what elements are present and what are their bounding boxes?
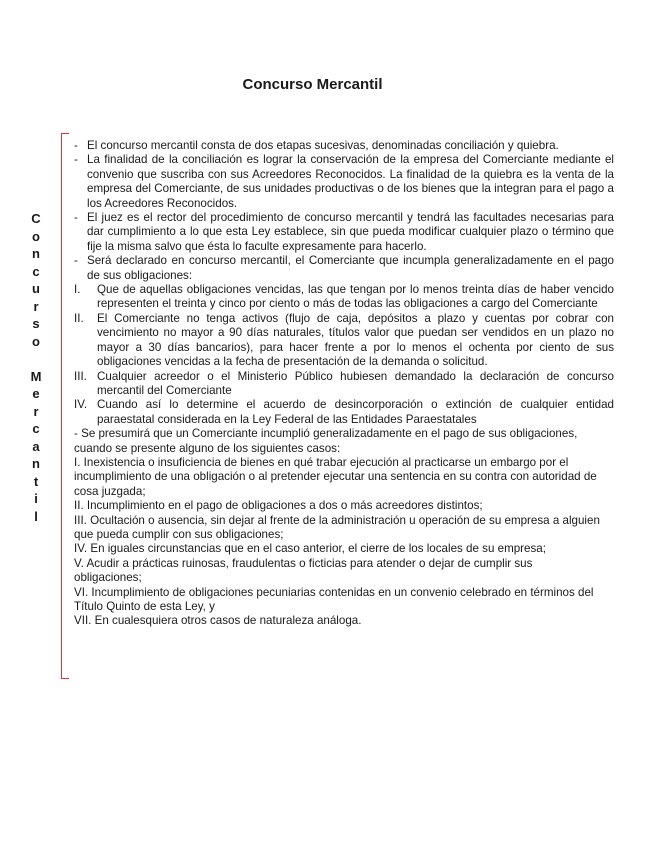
- side-letter: r: [33, 298, 39, 314]
- side-letter: i: [34, 491, 38, 506]
- bullet-text: El juez es el rector del procedimiento de concurso mercantil y tendrá las facultades necesarias para dar cumplimiento a lo que esta Ley establece, sin que pueda modificar cualquier plazo o término que fije la misma salvo que ésta lo faculte expresamente para hacerlo.: [87, 211, 614, 253]
- presumption-line: VI. Incumplimiento de obligaciones pecuniarias contenidas en un convenio celebrado en términos del: [74, 585, 594, 599]
- document-body: [74, 139, 614, 629]
- bullet-text: El concurso mercantil consta de dos etapas sucesivas, denominadas conciliación y quiebra.: [87, 139, 559, 152]
- presumption-line: III. Ocultación o ausencia, sin dejar al frente de la administración u operación de su empresa a alguien que pueda cumplir con sus obligaciones;: [74, 513, 600, 541]
- bullet-item: [74, 139, 614, 153]
- bullet-dash: -: [74, 153, 78, 167]
- presumption-line: IV. En iguales circunstancias que en el caso anterior, el cierre de los locales de su empresa;: [74, 542, 546, 556]
- side-letter: a: [32, 438, 40, 454]
- roman-item: [74, 312, 614, 370]
- presumption-line: V. Acudir a prácticas ruinosas, fraudulentas o ficticias para atender o dejar de cumplir sus obligaciones;: [74, 556, 533, 585]
- bullet-item: [74, 153, 614, 211]
- side-letter: u: [32, 281, 40, 296]
- bullet-dash: -: [74, 211, 78, 225]
- side-letter: C: [31, 211, 41, 226]
- side-letter: c: [32, 263, 40, 279]
- roman-text: Cuando así lo determine el acuerdo de desincorporación o extinción de cualquier entidad paraestatal considerada en la Ley Federal de las Entidades Paraestatales: [97, 398, 614, 426]
- side-letter: e: [32, 386, 40, 401]
- bullet-item: [74, 254, 614, 283]
- bracket-divider: [61, 133, 69, 679]
- side-letter: r: [33, 403, 39, 419]
- side-letter: t: [33, 473, 39, 489]
- roman-item: [74, 370, 614, 399]
- roman-numeral: II.: [74, 311, 84, 325]
- side-letter: n: [32, 246, 40, 261]
- roman-item: [74, 398, 614, 427]
- presumption-line: - Se presumirá que un Comerciante incumplió generalizadamente en el pago de sus obligaciones, cuando se presente alguno de los siguientes casos:: [74, 427, 578, 455]
- page-title: Concurso Mercantil: [242, 76, 383, 93]
- roman-numeral: III.: [74, 369, 87, 383]
- presumption-line: II. Incumplimiento en el pago de obligaciones a dos o más acreedores distintos;: [74, 499, 483, 513]
- bullet-text: Será declarado en concurso mercantil, el Comerciante que incumpla generalizadamente en el pago de sus obligaciones:: [87, 254, 614, 282]
- side-letter: s: [32, 316, 40, 331]
- side-letter: o: [32, 333, 40, 349]
- roman-item: [74, 283, 614, 312]
- bullet-dash: -: [74, 139, 78, 152]
- presumption-line: I. Inexistencia o insuficiencia de bienes en qué trabar ejecución al practicarse un embargo por el incumplimiento de una obligación o al pretender ejecutar una sentencia en su contra con autoridad de cosa juzgada;: [74, 455, 597, 498]
- roman-numeral: IV.: [74, 398, 88, 412]
- roman-text: Cualquier acreedor o el Ministerio Público hubiesen demandado la declaración de concurso mercantil del Comerciante: [97, 369, 614, 397]
- side-letter: [28, 350, 44, 368]
- bullet-item: [74, 211, 614, 254]
- side-letter: o: [32, 228, 40, 244]
- bullet-text: La finalidad de la conciliación es lograr la conservación de la empresa del Comerciante mediante el convenio que suscriba con sus Acreedores Reconocidos. La finalidad de la quiebra es la venta de la empresa del Comerciante, de sus unidades productivas o de los bienes que la integran para el pago a los Acreedores Reconocidos.: [87, 153, 614, 210]
- presumption-line: VII. En cualesquiera otros casos de naturaleza análoga.: [74, 614, 362, 628]
- roman-text: El Comerciante no tenga activos (flujo de caja, depósitos a plazo y cuentas por cobrar con vencimiento no mayor a 90 días naturales, títulos valor que puedan ser vendidos en un plazo no mayor a 30 días bancarios), para hacer frente a por lo menos el ochenta por ciento de sus obligaciones vencidas a la fecha de presentación de la demanda o solicitud.: [97, 311, 614, 369]
- roman-numeral: I.: [74, 283, 81, 297]
- side-letter: n: [32, 456, 40, 471]
- side-letters: [28, 210, 44, 525]
- presumption-line: Título Quinto de esta Ley, y: [74, 600, 215, 613]
- side-letter: c: [32, 421, 40, 436]
- bullet-dash: -: [74, 254, 78, 268]
- roman-text: Que de aquellas obligaciones vencidas, las que tengan por lo menos treinta días de haber vencido representen el treinta y cinco por ciento o más de todas las obligaciones a cargo del Comerciante: [97, 283, 614, 311]
- side-letter: M: [30, 368, 42, 384]
- side-letter: l: [34, 508, 38, 524]
